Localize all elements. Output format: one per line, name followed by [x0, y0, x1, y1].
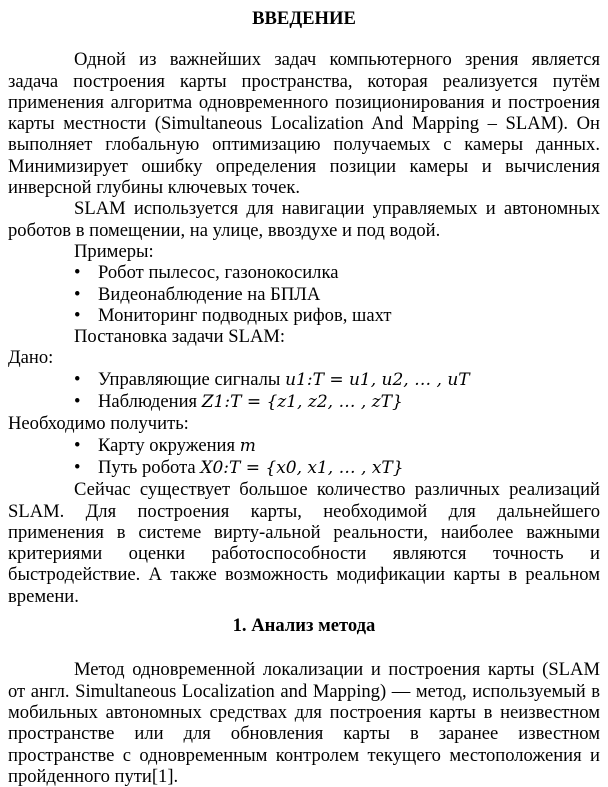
list-item: • Путь робота X0:T = {x0, x1, … , xT} — [74, 456, 404, 478]
intro-paragraph: SLAM используется для навигации управляемых и автономных роботов в помещении, на улице, ввоздухе и под водой. — [8, 198, 600, 241]
examples-label: Примеры: — [74, 240, 154, 262]
page-title: ВВЕДЕНИЕ — [252, 8, 356, 29]
need-label: Необходимо получить: — [8, 413, 189, 435]
bullet-icon: • — [74, 434, 81, 456]
formula: m — [239, 435, 256, 456]
given-list — [8, 369, 600, 414]
body-paragraph: Метод одновременной локализации и построения карты (SLAM от англ. Simultaneous Localization and Mapping) — метод, используемый в мобильных автономных средствах для построения карты в неизвестном пространстве или для обновления карты в заранее известном пространстве с одновременным контролем текущего местоположения и пройденного пути[1]. — [8, 659, 600, 787]
examples-list — [8, 262, 600, 326]
bullet-icon: • — [74, 283, 81, 305]
need-list — [8, 435, 600, 480]
list-item: • Управляющие сигналы u1:T = u1, u2, … , uT — [74, 368, 470, 390]
body-paragraph: Сейчас существует большое количество различных реализаций SLAM. Для построения карты, необходимой для дальнейшего применения в системе вирту-альной реальности, наиболее важными критериями оценки работоспособности являются точность и быстродействие. А также возможность модификации карты в реальном времени. — [8, 479, 600, 607]
list-item: • Робот пылесос, газонокосилка — [74, 262, 339, 284]
list-item: • Карту окружения m — [74, 434, 256, 456]
list-item: • Наблюдения Z1:T = {z1, z2, … , zT} — [74, 391, 403, 413]
bullet-icon: • — [74, 391, 81, 413]
bullet-icon: • — [74, 456, 81, 478]
list-item: • Видеонаблюдение на БПЛА — [74, 283, 321, 305]
formula: u1:T = u1, u2, … , uT — [285, 369, 470, 390]
given-label: Дано: — [8, 347, 54, 369]
formula: Z1:T = {z1, z2, … , zT} — [201, 392, 403, 413]
bullet-icon: • — [74, 368, 81, 390]
bullet-icon: • — [74, 262, 81, 284]
problem-label: Постановка задачи SLAM: — [74, 326, 286, 348]
intro-paragraph: Одной из важнейших задач компьютерного зрения является задача построения карты пространства, которая реализуется путём применения алгоритма одновременного позиционирования и построения карты местности (Simultaneous Localization And Mapping – SLAM). Он выполняет глобальную оптимизацию получаемых с камеры данных. Минимизирует ошибку определения позиции камеры и вычисления инверсной глубины ключевых точек. — [8, 49, 600, 199]
section-heading: 1. Анализ метода — [232, 615, 376, 637]
formula: X0:T = {x0, x1, … , xT} — [200, 457, 404, 478]
bullet-icon: • — [74, 304, 81, 326]
list-item: • Мониторинг подводных рифов, шахт — [74, 304, 392, 326]
